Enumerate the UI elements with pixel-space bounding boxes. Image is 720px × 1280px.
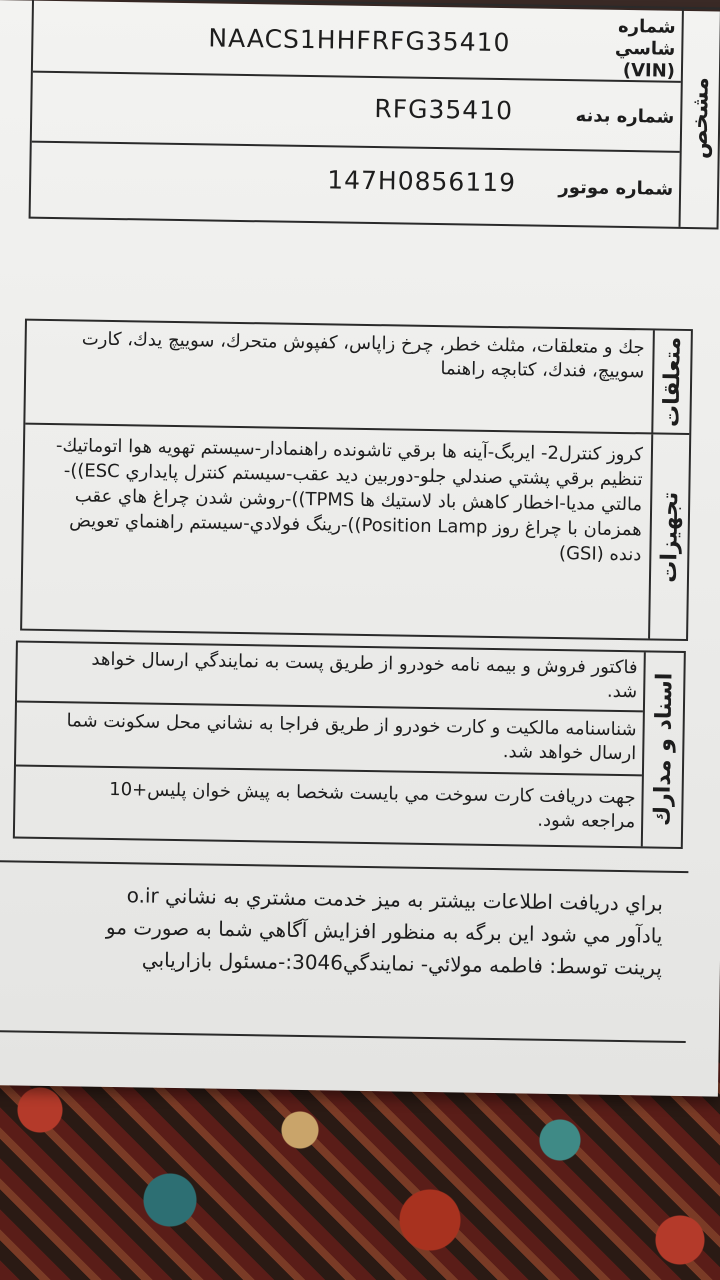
vehicle-id-section-title: مشخص (687, 77, 714, 160)
document-item-text: جهت دريافت كارت سوخت مي بايست شخصا به پيش خوان پليس+10 مراجعه شود. (109, 778, 636, 833)
footer-top-rule (0, 860, 688, 873)
document-item-text: فاكتور فروش و بيمه نامه خودرو از طريق پست به نمايندگي ارسال خواهد شد. (91, 648, 638, 703)
equipment-title: تجهيزات (656, 491, 683, 583)
vin-value: NAACS1HHFRFG35410 (208, 23, 511, 58)
footer-line-3: پرينت توسط: فاطمه مولائي- نمايندگي3046:-مسئول بازاريابي (141, 947, 663, 980)
vehicle-id-section-header (679, 9, 720, 228)
body-number-label: شماره بدنه (575, 105, 675, 128)
engine-number-row (31, 143, 680, 227)
accessories-equipment-table (20, 319, 693, 641)
accessories-row (25, 321, 691, 435)
engine-number-label: شماره موتور (558, 176, 674, 200)
documents-title: اسناد و مدارك (649, 672, 678, 827)
documents-header (641, 652, 684, 847)
vin-label-suffix: (VIN) (622, 59, 676, 82)
document-item (15, 767, 642, 847)
footer-line-2: يادآور مي شود اين برگه به منظور افزايش آگاهي شما به صورت مو (105, 914, 663, 948)
equipment-text: كروز كنترل2- ايربگ-آينه ها برقي تاشونده راهنمادار-سيستم تهويه هوا اتوماتيك-تنظيم برقي پشتي صندلي جلو-دوربين ديد عقب-سيستم كنترل پايداري ESC))-مالتي مديا-اخطار كاهش باد لاستيك ها TPMS))-روشن شدن چراغ هاي عقب همزمان با چراغ روز Position Lamp))-رينگ فولادي-سيستم راهنماي تعويض دنده (GSI) (55, 435, 644, 566)
footer-bottom-rule (0, 1030, 686, 1043)
vin-label: شماره شاسي (VIN) (595, 16, 676, 83)
equipment-row (22, 425, 689, 639)
documents-table (13, 640, 686, 848)
vehicle-id-table (29, 0, 720, 229)
accessories-header (651, 330, 691, 433)
accessories-text: جك و متعلقات، مثلث خطر، چرخ زاپاس، كفپوش متحرك، سوييچ يدك، كارت سوييچ، فندك، كتابچه راهنما (81, 328, 645, 383)
vin-row (33, 0, 682, 83)
document-item (16, 703, 643, 777)
equipment-header (648, 434, 689, 639)
engine-number-value: 147H0856119 (326, 165, 517, 198)
body-number-row (32, 73, 681, 153)
document-item-text: شناسنامه مالكيت و كارت خودرو از طريق فراجا به نشاني محل سكونت شما ارسال خواهد شد. (66, 710, 637, 765)
document-item (17, 643, 644, 713)
footer-line-1: براي دريافت اطلاعات بيشتر به ميز خدمت مشتري به نشاني o.ir (126, 883, 664, 916)
body-number-value: RFG35410 (374, 94, 514, 126)
accessories-title: متعلقات (658, 336, 686, 428)
